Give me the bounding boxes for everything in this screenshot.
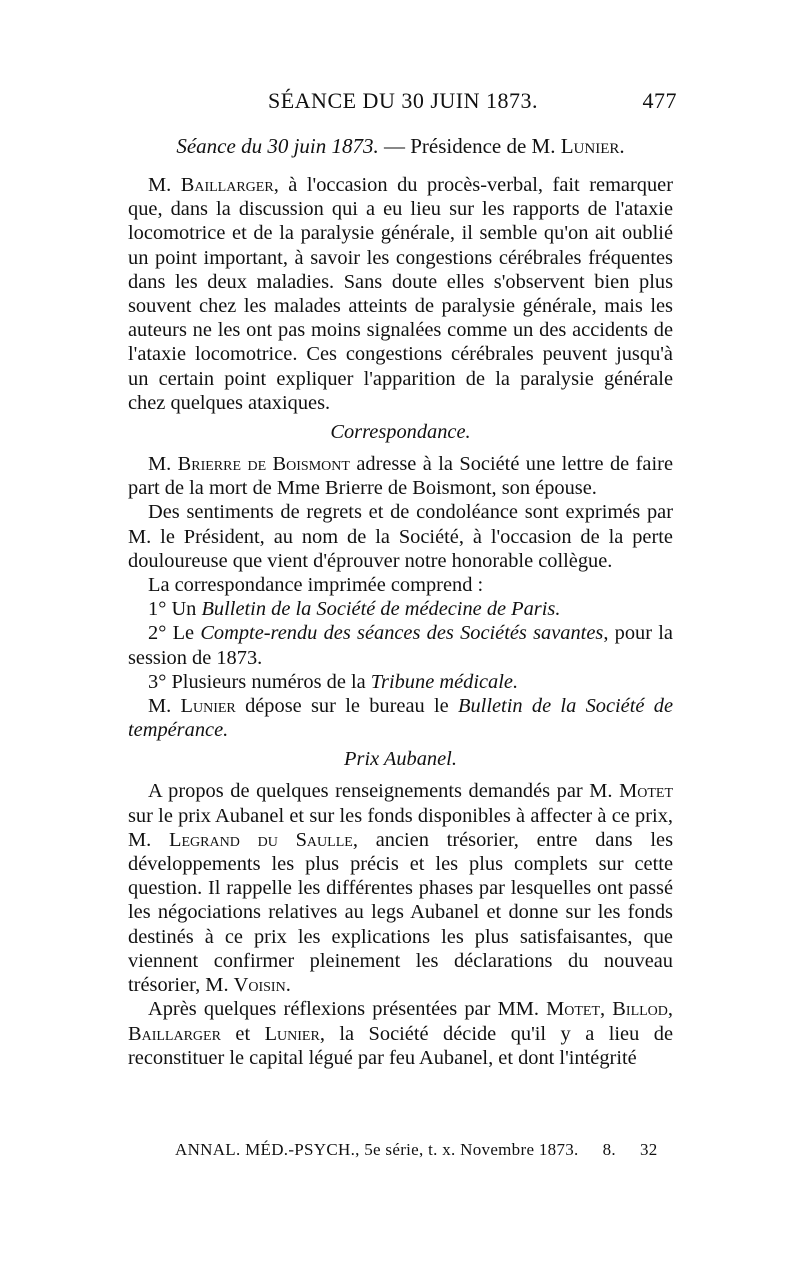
paragraph-correspondance-imprimee: La correspondance imprimée comprend : xyxy=(148,574,484,597)
publication-title: Bulletin de la Société de médecine de Paris. xyxy=(201,598,561,621)
honorific: M. xyxy=(148,174,181,196)
list-text: , pour la session de 1873. xyxy=(128,622,673,669)
paragraph-baillarger xyxy=(128,173,673,415)
paragraph-text: A propos de quelques renseignements demandés par M. xyxy=(148,780,620,803)
speaker-name: Lunier xyxy=(264,1022,320,1045)
list-item-2 xyxy=(128,621,673,669)
page-footer xyxy=(175,1140,658,1160)
session-date: Séance du 30 juin 1873. xyxy=(176,134,379,158)
running-head xyxy=(128,88,677,124)
paragraph-text: , à l'occasion du procès-verbal, fait remarquer que, dans la discussion qui a eu lieu sur les rapports de l'ataxie locomotrice et de la paralysie générale, il semble qu'on ait oublié un point important, à savoir les congestions cérébrales fréquentes dans les deux maladies. Sans doute elles s'observent bien plus souvent chez les malades atteints de paralysie générale, mais les auteurs ne les ont pas moins signalées comme un des accidents de l'ataxie locomotrice. Ces congestions cérébrales peuvent jusqu'à un certain point expliquer l'apparition de la paralysie générale chez quelques ataxiques. xyxy=(128,174,674,414)
speaker-name: Brierre de Boismont xyxy=(177,453,350,476)
list-number: 3° Plusieurs numéros de la xyxy=(148,670,371,693)
paragraph-text: . xyxy=(285,974,291,997)
paragraph-text: dépose sur le bureau le xyxy=(235,695,459,718)
honorific: M. xyxy=(148,453,178,476)
speaker-names: Motet, Billod, Baillarger xyxy=(128,998,673,1045)
paragraph-lunier-depose xyxy=(128,694,673,742)
paragraph-text: adresse à la Société une lettre de faire part de la mort de Mme Brierre de Boismont, son épouse. xyxy=(128,453,673,500)
paragraph-reconstitution xyxy=(128,997,673,1070)
presidence-label: Présidence de M. xyxy=(410,134,561,158)
paragraph-prix-aubanel xyxy=(128,779,673,997)
publication-title: Compte-rendu des séances des Sociétés savantes xyxy=(200,622,604,645)
section-heading-correspondance: Correspondance. xyxy=(330,421,471,444)
speaker-name: Legrand du Saulle xyxy=(169,828,353,851)
paragraph-text: Après quelques réflexions présentées par MM. xyxy=(148,998,547,1021)
document-page xyxy=(128,88,677,1070)
speaker-name: Baillarger xyxy=(180,174,274,196)
paragraph-brierre xyxy=(128,452,673,500)
section-heading-prix-aubanel: Prix Aubanel. xyxy=(344,748,457,771)
speaker-name: Lunier xyxy=(180,695,236,718)
list-number: 1° Un xyxy=(148,598,202,621)
signature-number: 32 xyxy=(639,1140,658,1159)
paragraph-text: et xyxy=(220,1022,265,1045)
publication-title: Tribune médicale. xyxy=(370,670,519,693)
paragraph-text: , ancien trésorier, entre dans les développements les plus précis et les plus complets sur cette question. Il rappelle les différentes phases par lesquelles ont passé les négociations relatives au legs Aubanel et donne sur les fonds destinés à ce prix les explications les plus satisfaisantes, que viennent confirmer pleinement les déclarations du nouveau trésorier, M. xyxy=(128,828,674,997)
session-dash: — xyxy=(378,134,411,158)
paragraph-condoleance: Des sentiments de regrets et de condoléance sont exprimés par M. le Président, au nom de la Société, à l'occasion de la perte douloureuse que vient d'éprouver notre honorable collègue. xyxy=(128,501,673,572)
president-name: Lunier. xyxy=(560,134,625,158)
sheet-number: 8. xyxy=(602,1140,616,1159)
speaker-name: Motet xyxy=(619,780,673,803)
speaker-name: Voisin xyxy=(233,974,286,997)
honorific: M. xyxy=(148,695,181,718)
journal-reference: ANNAL. MÉD.-PSYCH., 5e série, t. x. Novembre 1873. xyxy=(175,1140,579,1159)
list-item-3 xyxy=(128,670,673,694)
page-number: 477 xyxy=(642,88,677,113)
publication-title: Bulletin de la Société de tempérance. xyxy=(128,695,673,742)
paragraph-text: sur le prix Aubanel et sur les fonds disponibles à affecter à ce prix, M. xyxy=(128,804,673,851)
list-number: 2° Le xyxy=(148,622,201,645)
running-title: SÉANCE DU 30 JUIN 1873. xyxy=(268,88,538,113)
paragraph-text: , la Société décide qu'il y a lieu de reconstituer le capital légué par feu Aubanel, et dont l'intégrité xyxy=(128,1022,673,1069)
session-heading xyxy=(128,134,673,159)
list-item-1 xyxy=(128,597,673,621)
